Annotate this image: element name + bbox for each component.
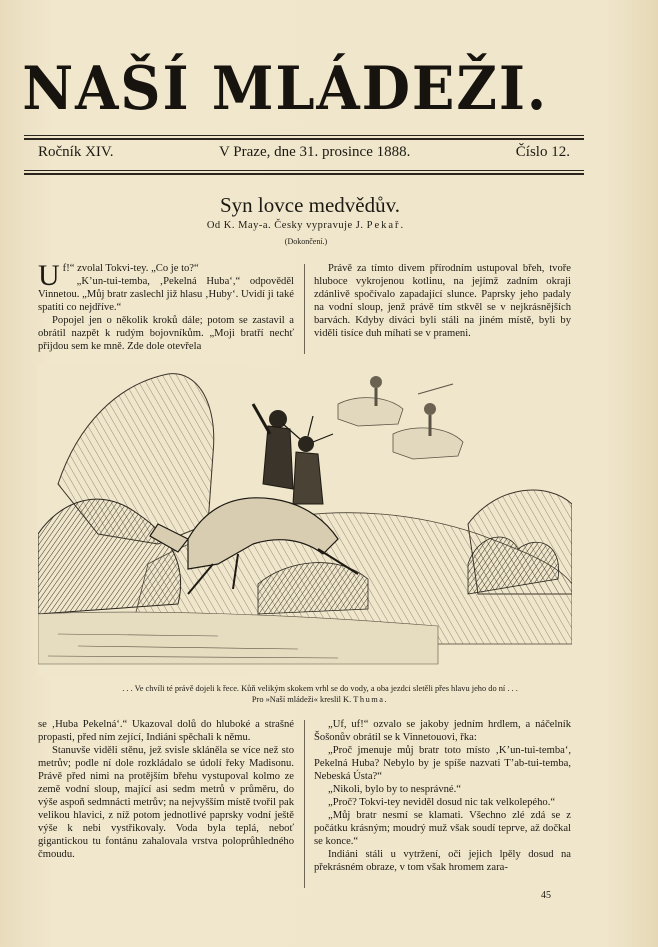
place-date: V Praze, dne 31. prosince 1888. [219, 144, 411, 160]
byline-translator: Pekař. [366, 220, 406, 231]
bottom-right-column [314, 718, 571, 874]
paragraph: „Nikoli, bylo by to nesprávné.“ [328, 784, 461, 795]
issue-info-line [38, 144, 570, 161]
paragraph: „K’un-tui-temba, ‚Pekelná Huba‘,“ odpověděl Vinnetou. „Můj bratr zaslechl již hlasu ‚Huby‘. Uvidí ji také spatiti co nejdříve.“ [38, 276, 294, 313]
article-title: Syn lovce medvědův. [219, 193, 401, 217]
paragraph: Popojel jen o několik kroků dále; potom se zastavil a obrátil nazpět k rudým bojovníkům. „Moji bratří nechť přijdou sem ke mně. Zde dole otevřela [38, 315, 294, 352]
credit-prefix: Pro »Naší mládeži« kreslil K. [251, 695, 352, 704]
article-byline [0, 220, 612, 231]
paragraph: „Uf, uf!“ ozvalo se jakoby jedním hrdlem, a náčelník Šošonův obrátil se k Vinnetouovi, řka: [314, 719, 571, 743]
credit-artist: Thuma. [353, 695, 389, 704]
caption-credit [20, 694, 620, 705]
top-right-column [314, 262, 571, 340]
paragraph: se ‚Huba Pekelná‘.“ Ukazoval dolů do hluboké a strašné propasti, před ním zející, Indiáni spěchali k němu. [38, 719, 294, 743]
illustration-caption [20, 683, 620, 705]
issue-rule [24, 170, 584, 171]
caption-line: . . . Ve chvíli té právě dojeli k řece. Kůň velikým skokem vrhl se do vody, a oba jezdci sletěli přes hlavu jeho do ní . . . [122, 684, 518, 693]
paragraph: „Můj bratr nesmí se klamati. Všechno zlé zdá se z počátku krásným; moudrý muž však soudí teprve, až dočkal se konce.“ [314, 810, 571, 847]
paragraph: „Proč jmenuje můj bratr toto místo ‚K’un-tui-temba‘, Pekelná Huba? Nebylo by je spíše nazvati T’ab-tui-temba, Nebeská Ústa?“ [314, 745, 571, 782]
masthead-rule-top [24, 135, 584, 136]
issue-rule-thick [24, 173, 584, 175]
paragraph-text: f!“ zvolal Tokvi-tey. „Co je to?“ [62, 263, 199, 274]
masthead-title: NAŠÍ MLÁDEŽI. [22, 54, 549, 124]
issue-number: Číslo 12. [515, 144, 570, 160]
illustration-riders-river [38, 364, 572, 676]
column-divider [304, 264, 305, 354]
drop-cap: U [38, 259, 60, 292]
paragraph: Právě za tímto divem přírodním ustupoval břeh, tvoře hluboce vykrojenou kotlinu, na jejímž zadním okraji zdánlivě spočívalo zapadající slunce. Paprsky jeho padaly na vodní sloup, jenž právě tím stkvěl se v nejkrásnějších barvách. Kdyby diváci byli stáli na jiném místě, byli by viděli tisíce duh míhati se v prameni. [314, 263, 571, 339]
bottom-left-column [38, 718, 294, 861]
column-divider [304, 720, 305, 888]
page-number: 45 [541, 890, 551, 901]
paragraph: Indiáni stáli u vytržení, oči jejich lpěly dosud na překrásném obraze, v tom však hromem zara- [314, 849, 571, 873]
masthead-rule-top-thick [24, 138, 584, 140]
byline-prefix: Od K. May-a. Česky vypravuje J. [206, 220, 364, 231]
volume-label: Ročník XIV. [38, 144, 114, 160]
paragraph: „Proč? Tokvi-tey neviděl dosud nic tak velkolepého.“ [328, 797, 556, 808]
paragraph: Stanuvše viděli stěnu, jež svisle skláněla se více než sto metrův; podle ní dole rozkládalo se údolí řeky Madisonu. Právě před nimi na protějším břehu vystupoval kolmo ze země vodní sloup, mající asi sedm metrů v průměru, do výše aspoň sedmnácti metrův; na nejvyšším místě tvořil pak velikou hlavici, z níž potom jednotlivé paprsky vodní ještě výše k nebi vystřikovaly. Voda byla teplá, neboť gigantickou tu fontánu zahalovala vrstva poloprůhledného čmoudu. [38, 745, 294, 860]
paragraph [38, 259, 294, 292]
continued-note: (Dokončení.) [284, 237, 328, 246]
top-left-column [38, 259, 294, 353]
